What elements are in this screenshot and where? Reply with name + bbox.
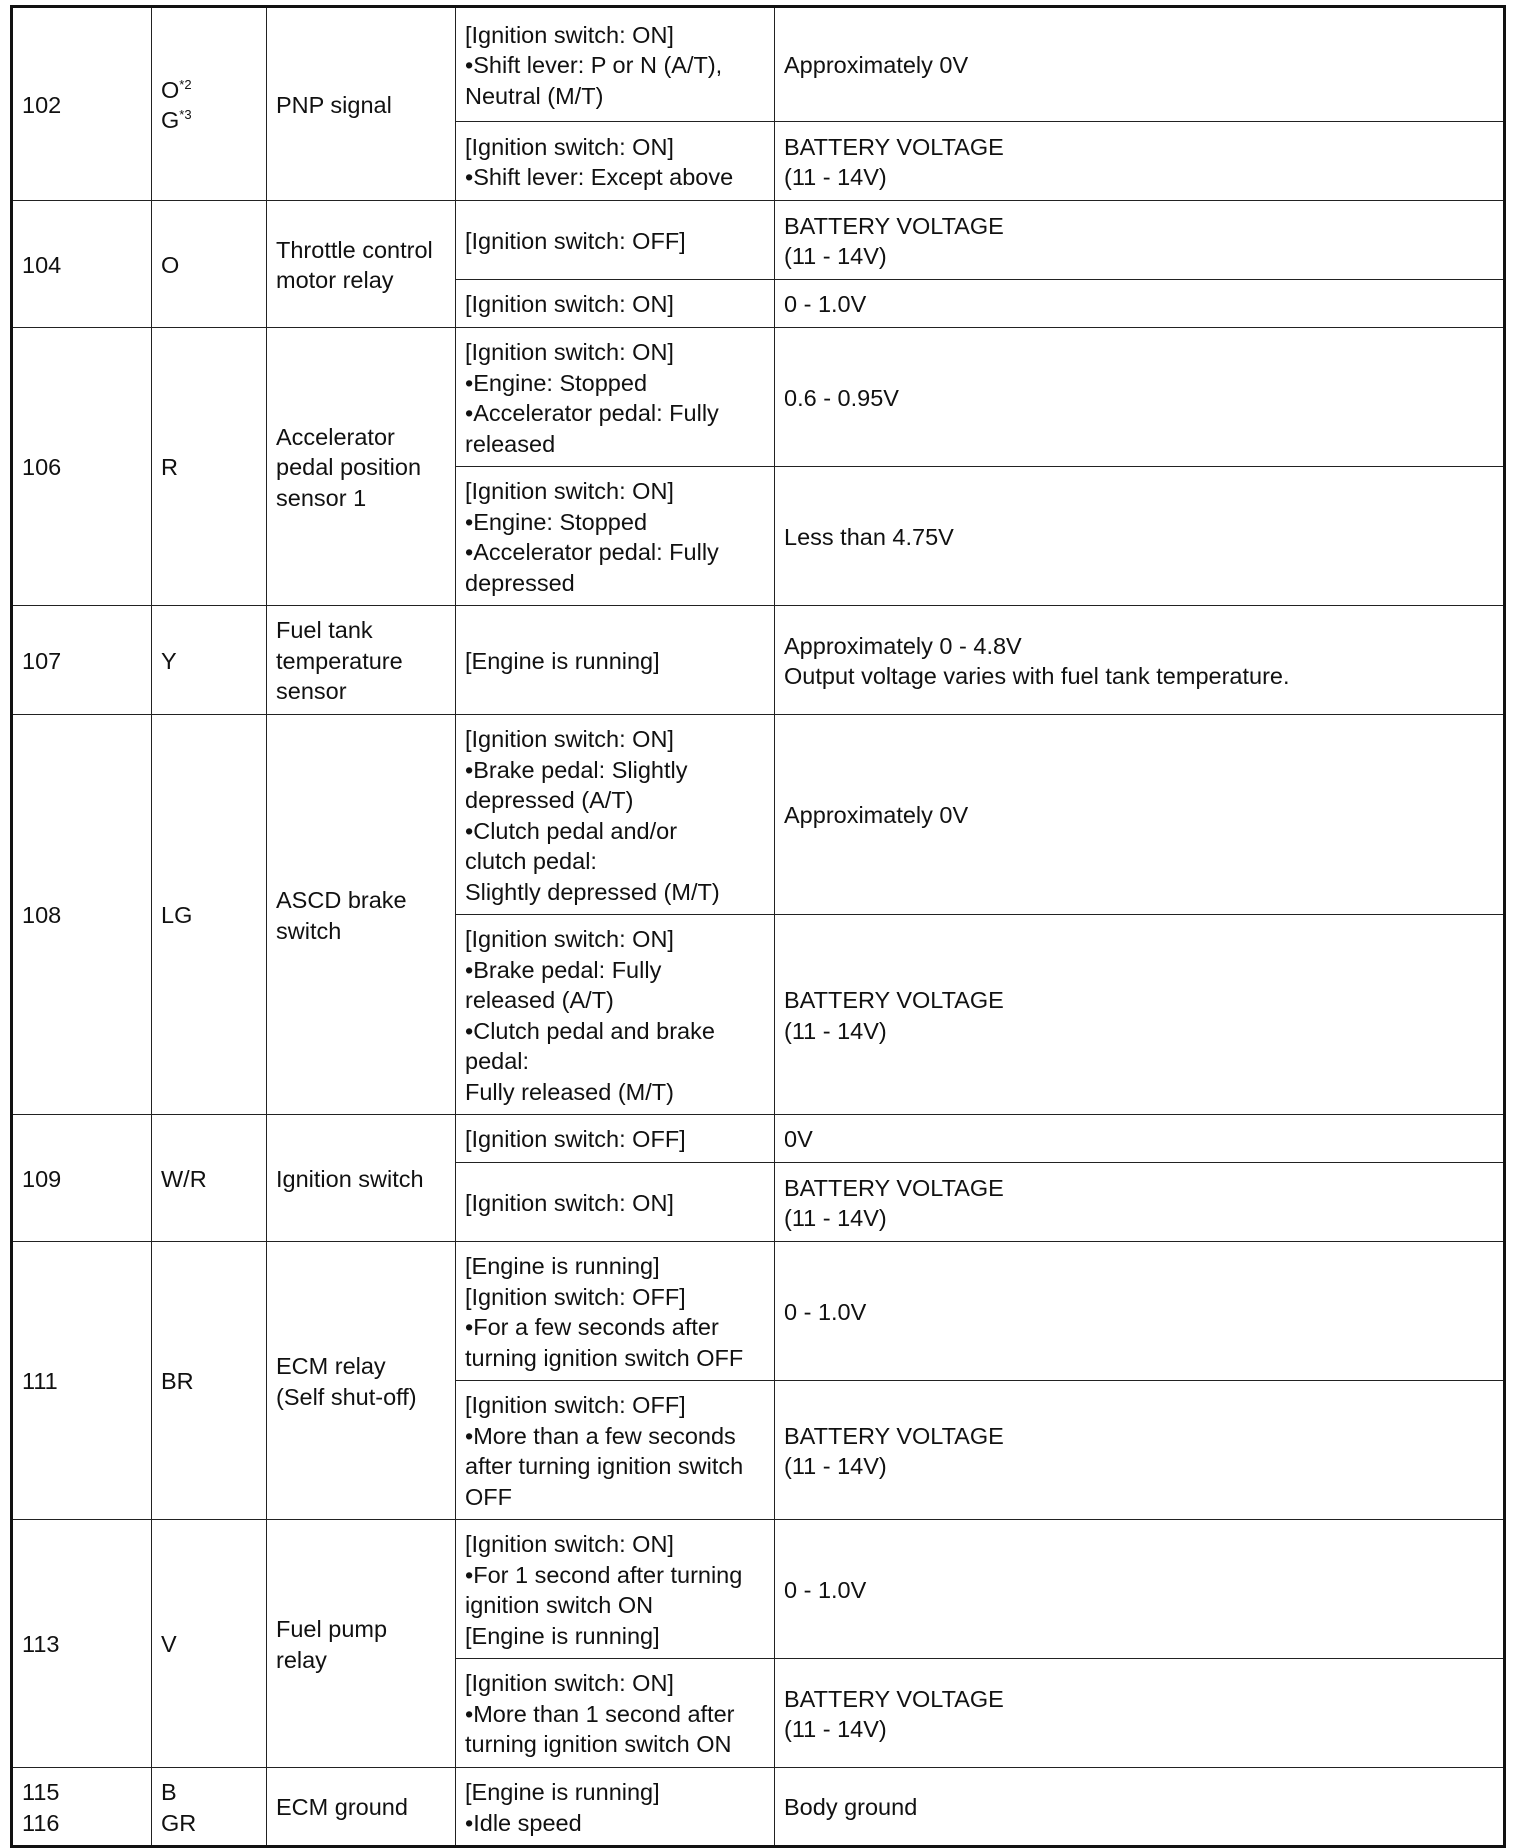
condition-line: •Brake pedal: Fully — [465, 956, 662, 983]
condition-line: •For a few seconds after — [465, 1314, 719, 1340]
condition-line: [Ignition switch: ON] — [465, 133, 674, 160]
condition-cell — [456, 1381, 775, 1520]
item-cell — [267, 606, 456, 715]
item-cell — [267, 201, 456, 328]
wire-color-cell — [152, 715, 267, 1115]
data-value: Body ground — [784, 1794, 918, 1821]
terminal-number-cell — [12, 1520, 152, 1768]
item-label: (Self shut-off) — [276, 1383, 417, 1410]
condition-line: [Engine is running] — [465, 1779, 660, 1805]
item-cell — [267, 1242, 456, 1520]
data-cell — [775, 715, 1505, 915]
data-cell — [775, 1768, 1505, 1847]
condition-line: [Ignition switch: OFF] — [465, 1392, 686, 1418]
condition-line: [Ignition switch: ON] — [465, 1531, 674, 1557]
terminal-number: 109 — [22, 1165, 62, 1192]
table-row — [12, 201, 1505, 280]
item-cell — [267, 1520, 456, 1768]
table-row — [12, 328, 1505, 467]
item-cell — [267, 1768, 456, 1847]
wire-color-cell — [152, 7, 267, 201]
table-row — [12, 606, 1505, 715]
table-row — [12, 1242, 1505, 1381]
item-label: ASCD brake — [276, 887, 407, 913]
table-row — [12, 1768, 1505, 1847]
data-cell — [775, 915, 1505, 1115]
condition-line: •Clutch pedal and/or — [465, 817, 678, 844]
condition-cell — [456, 1242, 775, 1381]
data-value: Less than 4.75V — [784, 523, 954, 550]
item-label: Ignition switch — [276, 1165, 424, 1192]
item-label: Fuel pump — [276, 1616, 388, 1642]
data-value: (11 - 14V) — [784, 243, 887, 269]
terminal-number: 113 — [22, 1631, 60, 1658]
wire-color-code: LG — [161, 902, 193, 929]
data-cell — [775, 7, 1505, 122]
wire-color — [161, 105, 257, 136]
condition-line: released — [465, 430, 556, 457]
condition-line: •Idle speed — [465, 1809, 582, 1836]
wire-color-code: R — [161, 454, 178, 481]
item-label: Fuel tank — [276, 617, 373, 644]
data-cell — [775, 606, 1505, 715]
terminal-number: 108 — [22, 902, 62, 929]
wire-color-cell — [152, 1768, 267, 1847]
item-label: motor relay — [276, 267, 394, 293]
item-label: ECM ground — [276, 1794, 408, 1821]
condition-line: [Ignition switch: ON] — [465, 339, 674, 365]
footnote-marker: *3 — [179, 107, 192, 122]
terminal-number: 106 — [22, 454, 62, 481]
wire-color-cell — [152, 1242, 267, 1520]
terminal-number: 115 — [22, 1779, 60, 1805]
condition-line: pedal: — [465, 1048, 530, 1074]
data-value: BATTERY VOLTAGE — [784, 133, 1004, 160]
wire-color — [161, 250, 257, 281]
wire-color-cell — [152, 201, 267, 328]
condition-cell — [456, 715, 775, 915]
condition-line: Slightly depressed (M/T) — [465, 878, 720, 905]
condition-line: •Clutch pedal and brake — [465, 1017, 715, 1044]
condition-line: •Engine: Stopped — [465, 369, 648, 396]
condition-line: Neutral (M/T) — [465, 82, 604, 109]
item-cell — [267, 7, 456, 201]
footnote-marker: *2 — [179, 76, 192, 92]
condition-cell — [456, 1768, 775, 1847]
condition-line: clutch pedal: — [465, 848, 597, 874]
terminal-number: 104 — [22, 251, 62, 278]
item-cell — [267, 1115, 456, 1242]
data-value: BATTERY VOLTAGE — [784, 1174, 1004, 1201]
ecm-terminal-table — [10, 5, 1506, 1848]
condition-cell — [456, 1520, 775, 1659]
condition-cell — [456, 7, 775, 122]
data-value: 0.6 - 0.95V — [784, 384, 899, 411]
item-label: ECM relay — [276, 1353, 386, 1379]
terminal-number-cell — [12, 201, 152, 328]
wire-color — [161, 900, 257, 931]
item-label: sensor — [276, 678, 347, 705]
data-value: Approximately 0V — [784, 802, 969, 829]
data-cell — [775, 1163, 1505, 1242]
item-cell — [267, 715, 456, 1115]
wire-color-code: G — [161, 107, 180, 133]
item-cell — [267, 328, 456, 606]
condition-line: [Engine is running] — [465, 1253, 660, 1279]
wire-color-cell — [152, 1520, 267, 1768]
table-body — [12, 7, 1505, 1847]
condition-cell — [456, 328, 775, 467]
table-row — [12, 7, 1505, 122]
item-label: Throttle control — [276, 236, 433, 263]
data-value: 0V — [784, 1126, 813, 1153]
condition-line: depressed (A/T) — [465, 787, 634, 813]
terminal-number-cell — [12, 7, 152, 201]
table-row — [12, 715, 1505, 915]
wire-color-code: W/R — [161, 1165, 207, 1192]
terminal-number-cell — [12, 328, 152, 606]
condition-line: [Engine is running] — [465, 1622, 660, 1649]
item-label: switch — [276, 917, 342, 944]
data-cell — [775, 201, 1505, 280]
data-cell — [775, 280, 1505, 328]
data-value: (11 - 14V) — [784, 164, 887, 190]
data-cell — [775, 1520, 1505, 1659]
condition-line: after turning ignition switch — [465, 1453, 744, 1479]
data-value: BATTERY VOLTAGE — [784, 1685, 1004, 1712]
table-row — [12, 1115, 1505, 1163]
item-label: sensor 1 — [276, 484, 367, 511]
data-cell — [775, 1381, 1505, 1520]
terminal-number: 102 — [22, 91, 62, 118]
condition-line: [Ignition switch: OFF] — [465, 1126, 686, 1153]
condition-line: turning ignition switch OFF — [465, 1344, 744, 1371]
wire-color-code: Y — [161, 647, 177, 674]
wire-color-code: B — [161, 1779, 177, 1805]
terminal-number-cell — [12, 606, 152, 715]
condition-line: [Ignition switch: ON] — [465, 291, 674, 318]
condition-line: [Ignition switch: OFF] — [465, 1283, 686, 1310]
condition-cell — [456, 280, 775, 328]
condition-cell — [456, 606, 775, 715]
terminal-number-cell — [12, 1242, 152, 1520]
wire-color — [161, 1777, 257, 1808]
condition-line: ignition switch ON — [465, 1592, 654, 1618]
data-value: BATTERY VOLTAGE — [784, 987, 1004, 1013]
condition-line: [Ignition switch: OFF] — [465, 227, 686, 254]
wire-color-code: BR — [161, 1368, 194, 1395]
terminal-number: 107 — [22, 647, 62, 674]
wire-color — [161, 1808, 257, 1839]
condition-line: •Accelerator pedal: Fully — [465, 400, 719, 426]
condition-line: Fully released (M/T) — [465, 1078, 674, 1105]
data-value: Approximately 0 - 4.8V — [784, 632, 1022, 659]
condition-line: turning ignition switch ON — [465, 1731, 732, 1758]
condition-line: [Ignition switch: ON] — [465, 726, 674, 752]
condition-line: •More than a few seconds — [465, 1422, 736, 1449]
data-cell — [775, 1242, 1505, 1381]
wire-color-code: O — [161, 251, 180, 278]
data-cell — [775, 328, 1505, 467]
wire-color — [161, 646, 257, 677]
data-value: (11 - 14V) — [784, 1205, 887, 1231]
data-value: 0 - 1.0V — [784, 1298, 867, 1325]
wire-color — [161, 75, 257, 106]
terminal-number: 116 — [22, 1809, 60, 1836]
wire-color-code: V — [161, 1631, 177, 1658]
data-cell — [775, 1659, 1505, 1768]
wire-color-cell — [152, 606, 267, 715]
data-value: BATTERY VOLTAGE — [784, 212, 1004, 239]
terminal-number-cell — [12, 1115, 152, 1242]
condition-cell — [456, 122, 775, 201]
condition-line: depressed — [465, 569, 575, 596]
condition-line: •Shift lever: P or N (A/T), — [465, 52, 723, 79]
data-value: (11 - 14V) — [784, 1453, 887, 1479]
condition-cell — [456, 201, 775, 280]
condition-cell — [456, 1659, 775, 1768]
terminal-number: 111 — [22, 1368, 58, 1395]
condition-line: •More than 1 second after — [465, 1700, 735, 1727]
data-value: 0 - 1.0V — [784, 291, 867, 318]
wire-color — [161, 1164, 257, 1195]
wire-color — [161, 1366, 257, 1397]
wire-color-code: O — [161, 76, 180, 103]
condition-line: [Ignition switch: ON] — [465, 926, 674, 952]
condition-cell — [456, 467, 775, 606]
condition-line: [Ignition switch: ON] — [465, 478, 674, 504]
condition-line: OFF — [465, 1483, 512, 1510]
condition-line: [Ignition switch: ON] — [465, 1670, 674, 1697]
data-cell — [775, 1115, 1505, 1163]
data-value: 0 - 1.0V — [784, 1576, 867, 1603]
condition-line: •For 1 second after turning — [465, 1561, 743, 1588]
data-value: BATTERY VOLTAGE — [784, 1422, 1004, 1449]
terminal-number-cell — [12, 1768, 152, 1847]
data-value: (11 - 14V) — [784, 1716, 887, 1742]
wire-color-cell — [152, 1115, 267, 1242]
data-cell — [775, 122, 1505, 201]
condition-line: released (A/T) — [465, 987, 614, 1013]
condition-line: •Engine: Stopped — [465, 508, 648, 535]
item-label: Accelerator — [276, 423, 395, 450]
item-label: temperature — [276, 647, 403, 674]
data-cell — [775, 467, 1505, 606]
condition-line: •Accelerator pedal: Fully — [465, 539, 719, 565]
item-label: relay — [276, 1646, 327, 1673]
data-value: Approximately 0V — [784, 52, 969, 79]
condition-line: •Brake pedal: Slightly — [465, 756, 688, 783]
wire-color-code: GR — [161, 1809, 197, 1836]
data-value: (11 - 14V) — [784, 1017, 887, 1044]
wire-color-cell — [152, 328, 267, 606]
condition-line: [Engine is running] — [465, 647, 660, 674]
condition-cell — [456, 1163, 775, 1242]
data-value: Output voltage varies with fuel tank temperature. — [784, 663, 1290, 689]
item-label: PNP signal — [276, 91, 392, 118]
item-label: pedal position — [276, 454, 422, 481]
table-row — [12, 1520, 1505, 1659]
condition-line: [Ignition switch: ON] — [465, 1189, 674, 1216]
terminal-number-cell — [12, 715, 152, 1115]
condition-cell — [456, 915, 775, 1115]
wire-color — [161, 452, 257, 483]
condition-line: •Shift lever: Except above — [465, 164, 734, 190]
condition-line: [Ignition switch: ON] — [465, 21, 674, 48]
condition-cell — [456, 1115, 775, 1163]
wire-color — [161, 1629, 257, 1660]
